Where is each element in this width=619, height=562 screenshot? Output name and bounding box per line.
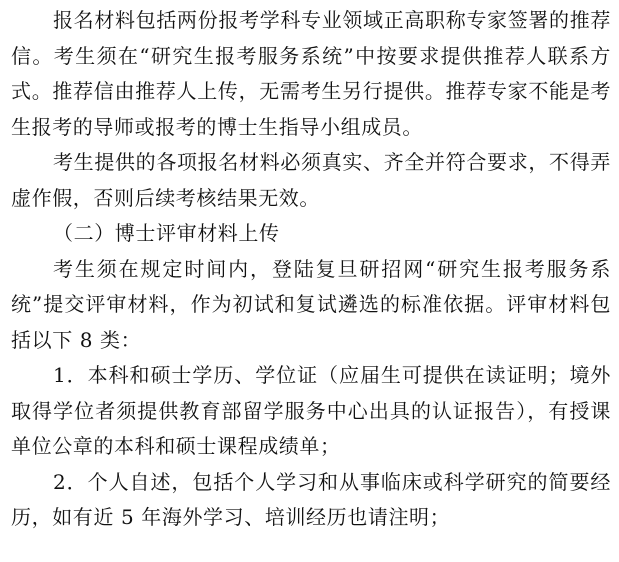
paragraph-recommendation-letter: 报名材料包括两份报考学科专业领域正高职称专家签署的推荐信。考生须在“研究生报考服务系统”中按要求提供推荐人联系方式。推荐信由推荐人上传，无需考生另行提供。推荐专家不能是考生报考的导师或报考的博士生指导小组成员。 — [11, 8, 611, 139]
paragraph-upload-instructions: 考生须在规定时间内，登陆复旦研招网“研究生报考服务系统”提交评审材料，作为初试和复试遴选的标准依据。评审材料包括以下 8 类： — [11, 256, 611, 352]
paragraph-authenticity: 考生提供的各项报名材料必须真实、齐全并符合要求，不得弄虚作假，否则后续考核结果无效。 — [11, 150, 611, 210]
section-heading: （二）博士评审材料上传 — [53, 221, 280, 245]
document-page — [0, 3, 619, 562]
list-item-2: 2．个人自述，包括个人学习和从事临床或科学研究的简要经历，如有近 5 年海外学习、培训经历也请注明； — [11, 469, 611, 529]
list-item-1: 1．本科和硕士学历、学位证（应届生可提供在读证明；境外取得学位者须提供教育部留学服务中心出具的认证报告），有授课单位公章的本科和硕士课程成绩单； — [11, 363, 611, 458]
